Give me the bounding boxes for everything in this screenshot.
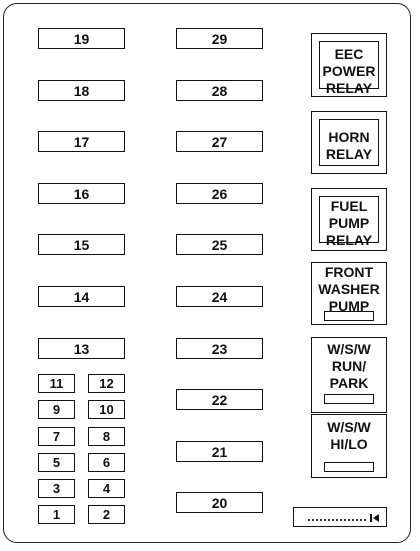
- relay-horn-inner: [319, 119, 379, 166]
- connector-latch-icon: [370, 514, 380, 525]
- fuse-28: 28: [176, 80, 263, 101]
- fuse-18: 18: [38, 80, 125, 101]
- fuse-22: 22: [176, 389, 263, 410]
- relay-front-washer-pump-slot: [324, 311, 374, 321]
- connector: [293, 507, 387, 527]
- fuse-6: 6: [88, 453, 125, 472]
- relay-wsw-run-park: [311, 337, 387, 413]
- fuse-13: 13: [38, 338, 125, 359]
- relay-fuel-pump: [311, 188, 387, 251]
- fuse-26: 26: [176, 183, 263, 204]
- relay-horn-label: HORN RELAY: [325, 129, 373, 162]
- fuse-14: 14: [38, 286, 125, 307]
- fuse-3: 3: [38, 479, 75, 498]
- fuse-25: 25: [176, 234, 263, 255]
- relay-wsw-run-park-slot: [324, 394, 374, 404]
- relay-wsw-hi-lo-slot: [324, 462, 374, 472]
- fuse-8: 8: [88, 427, 125, 446]
- fuse-5: 5: [38, 453, 75, 472]
- relay-eec-power-inner: [319, 41, 379, 96]
- fuse-2: 2: [88, 505, 125, 524]
- relay-eec-power-label: EEC POWER RELAY: [322, 46, 376, 96]
- fuse-29: 29: [176, 28, 263, 49]
- fuse-23: 23: [176, 338, 263, 359]
- fuse-4: 4: [88, 479, 125, 498]
- relay-fuel-pump-inner: [319, 196, 379, 248]
- fuse-7: 7: [38, 427, 75, 446]
- relay-front-washer-pump-label: FRONT WASHER PUMP: [318, 264, 380, 314]
- fuse-15: 15: [38, 234, 125, 255]
- fuse-19: 19: [38, 28, 125, 49]
- relay-horn: [311, 111, 387, 174]
- fuse-24: 24: [176, 286, 263, 307]
- relay-front-washer-pump: [311, 262, 387, 325]
- relay-wsw-hi-lo: [311, 414, 387, 478]
- fuse-16: 16: [38, 183, 125, 204]
- fuse-9: 9: [38, 400, 75, 419]
- fuse-27: 27: [176, 131, 263, 152]
- fuse-10: 10: [88, 400, 125, 419]
- relay-eec-power: [311, 33, 387, 97]
- fuse-17: 17: [38, 131, 125, 152]
- fuse-20: 20: [176, 492, 263, 513]
- fuse-12: 12: [88, 374, 125, 393]
- fuse-21: 21: [176, 441, 263, 462]
- relay-wsw-run-park-label: W/S/W RUN/ PARK: [327, 341, 371, 391]
- fuse-11: 11: [38, 374, 75, 393]
- relay-fuel-pump-label: FUEL PUMP RELAY: [325, 198, 373, 248]
- fuse-1: 1: [38, 505, 75, 524]
- connector-latch-icon-svg: [370, 514, 380, 522]
- relay-wsw-hi-lo-label: W/S/W HI/LO: [327, 419, 371, 452]
- connector-pins: [308, 519, 366, 521]
